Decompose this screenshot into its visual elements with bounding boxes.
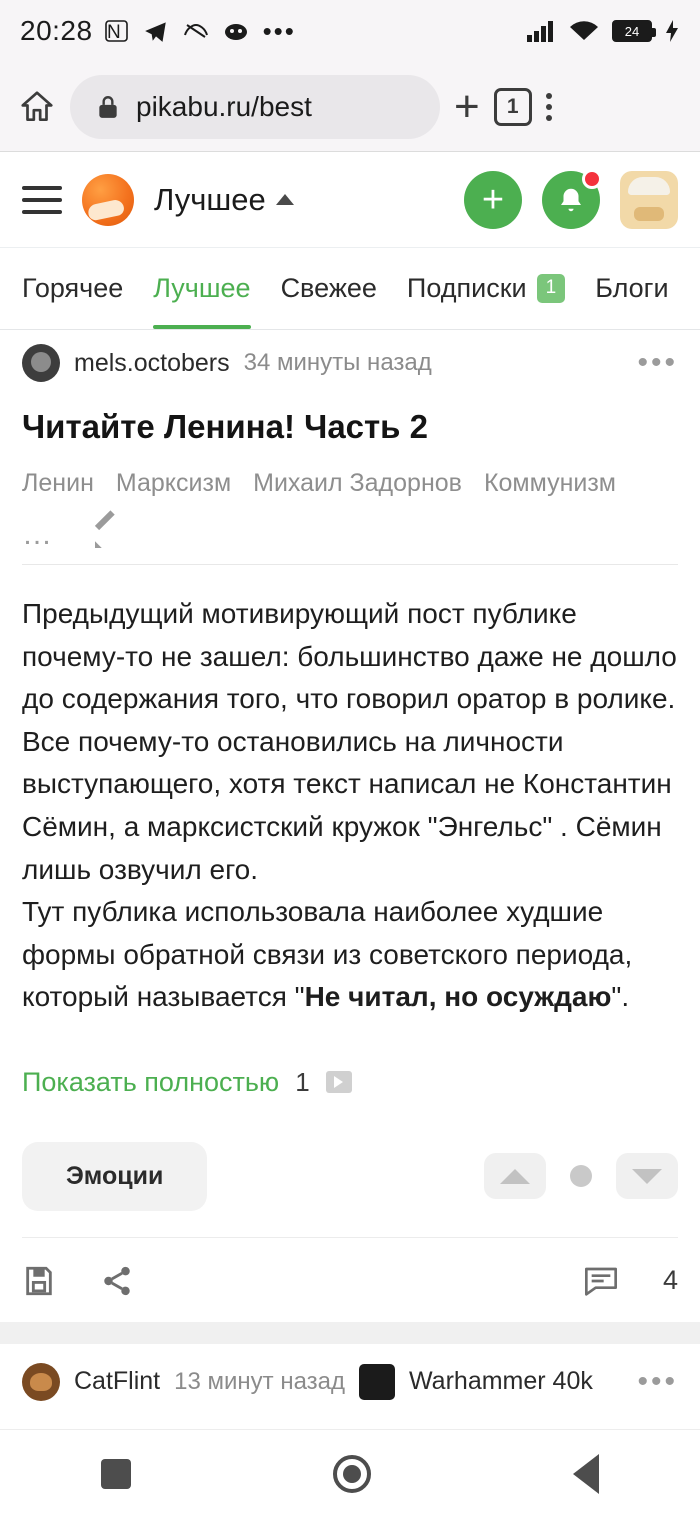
tag-item[interactable]: Михаил Задорнов (253, 469, 462, 498)
feed-tabs (0, 248, 700, 330)
status-icons-left (105, 18, 296, 44)
tab-best[interactable] (153, 248, 250, 329)
comment-icon[interactable] (583, 1265, 619, 1297)
pikabu-logo (82, 174, 134, 226)
signal-icon (526, 19, 556, 43)
next-post-more-icon[interactable]: ••• (637, 1364, 678, 1398)
downvote-icon[interactable] (616, 1153, 678, 1199)
next-post-community[interactable]: Warhammer 40k (409, 1367, 593, 1396)
address-bar[interactable] (70, 75, 440, 139)
lock-icon (96, 94, 120, 120)
status-icons-right (526, 19, 680, 43)
status-time: 20:28 (20, 15, 93, 46)
tab-subscriptions-label: Подписки (406, 273, 527, 303)
tag-item[interactable]: Ленин (22, 469, 94, 498)
new-tab-button[interactable]: + (454, 81, 480, 131)
author-avatar[interactable] (22, 344, 60, 382)
post-author[interactable]: mels.octobers (74, 348, 230, 377)
tab-subscriptions-badge: 1 (537, 274, 566, 303)
telegram-icon (143, 18, 169, 44)
comment-count: 4 (662, 1265, 678, 1296)
home-icon[interactable] (18, 88, 56, 126)
kebab-menu-icon[interactable] (546, 93, 552, 121)
image-icon (326, 1071, 352, 1093)
show-more-link[interactable]: Показать полностью (22, 1066, 280, 1097)
post-timestamp: 34 минуты назад (243, 349, 432, 376)
save-icon[interactable] (22, 1264, 56, 1298)
page-title[interactable] (154, 182, 294, 218)
next-post-timestamp: 13 минут назад (174, 1367, 346, 1395)
tab-fresh-label: Свежее (280, 273, 377, 303)
mute-icon (183, 21, 209, 41)
nfc-icon (105, 19, 129, 43)
vote-dot (570, 1165, 592, 1187)
battery-icon: 24 (612, 20, 652, 42)
hamburger-icon[interactable] (22, 186, 62, 214)
charging-icon (664, 19, 680, 43)
post-paragraph-2a: Тут публика использовала наиболее худшие формы обратной связи из советского периода, который называется " (22, 896, 633, 1013)
post-paragraph-2 (22, 891, 678, 1019)
vote-controls (484, 1153, 678, 1199)
post-options-icon[interactable]: … (22, 518, 55, 552)
tag-item[interactable]: Коммунизм (483, 469, 616, 498)
plus-icon: + (481, 178, 505, 221)
more-icon: ••• (262, 16, 296, 46)
tab-hot-label: Горячее (22, 273, 124, 303)
notifications-button[interactable] (542, 171, 600, 229)
post-action-bar (22, 1237, 678, 1322)
next-post-header (0, 1344, 700, 1404)
next-author-avatar[interactable] (22, 1363, 60, 1401)
site-header (0, 152, 700, 248)
avatar[interactable] (620, 171, 678, 229)
tab-switcher-button[interactable]: 1 (494, 88, 532, 126)
pencil-icon[interactable] (95, 522, 121, 548)
upvote-icon[interactable] (484, 1153, 546, 1199)
post-bold-phrase: Не читал, но осуждаю (304, 981, 612, 1013)
next-post-author[interactable]: CatFlint (74, 1367, 161, 1396)
post-header (22, 330, 678, 388)
page-title-text: Лучшее (154, 181, 266, 217)
reaction-row (22, 1112, 678, 1237)
share-icon[interactable] (100, 1264, 134, 1298)
tab-blogs[interactable] (595, 248, 668, 329)
post-paragraph-1: Предыдущий мотивирующий пост публике почему-то не зашел: большинство даже не дошло до содержания того, что говорил оратор в ролике. Все почему-то остановились на личности выступающего, хотя текст написал не Константин Сёмин, а марксистский кружок "Энгельс" . Сёмин лишь озвучил его. (22, 598, 677, 885)
android-nav-bar (0, 1429, 700, 1517)
post-title[interactable]: Читайте Ленина! Часть 2 (22, 408, 428, 445)
home-button[interactable] (333, 1455, 371, 1493)
post-body (22, 565, 678, 1024)
post-tags (22, 455, 678, 508)
tag-item[interactable]: Марксизм (115, 469, 232, 498)
discord-icon (223, 20, 249, 42)
notification-badge (582, 169, 602, 189)
tab-best-label: Лучшее (153, 273, 251, 303)
community-avatar[interactable] (359, 1364, 395, 1400)
tab-blogs-label: Блоги (595, 273, 669, 303)
post-paragraph-2b: ". (611, 981, 630, 1013)
create-post-button[interactable] (464, 171, 522, 229)
show-more-row (22, 1025, 678, 1112)
svg-text:N: N (106, 22, 121, 43)
post-more-icon[interactable]: ••• (637, 346, 678, 379)
bell-icon (556, 185, 586, 215)
tab-fresh[interactable] (281, 248, 377, 329)
recents-button[interactable] (101, 1459, 131, 1489)
post-tools (22, 508, 678, 565)
feed-separator (0, 1322, 700, 1344)
tab-hot[interactable] (22, 248, 123, 329)
wifi-icon (568, 19, 600, 43)
status-bar (0, 0, 700, 62)
post-card (0, 330, 700, 1322)
url-text: pikabu.ru/best (136, 90, 312, 122)
chevron-up-icon (276, 194, 294, 205)
attachment-count: 1 (295, 1066, 310, 1097)
browser-toolbar (0, 62, 700, 152)
emotions-button[interactable]: Эмоции (22, 1142, 207, 1211)
back-button[interactable] (573, 1454, 599, 1494)
tab-subscriptions[interactable] (407, 248, 565, 329)
